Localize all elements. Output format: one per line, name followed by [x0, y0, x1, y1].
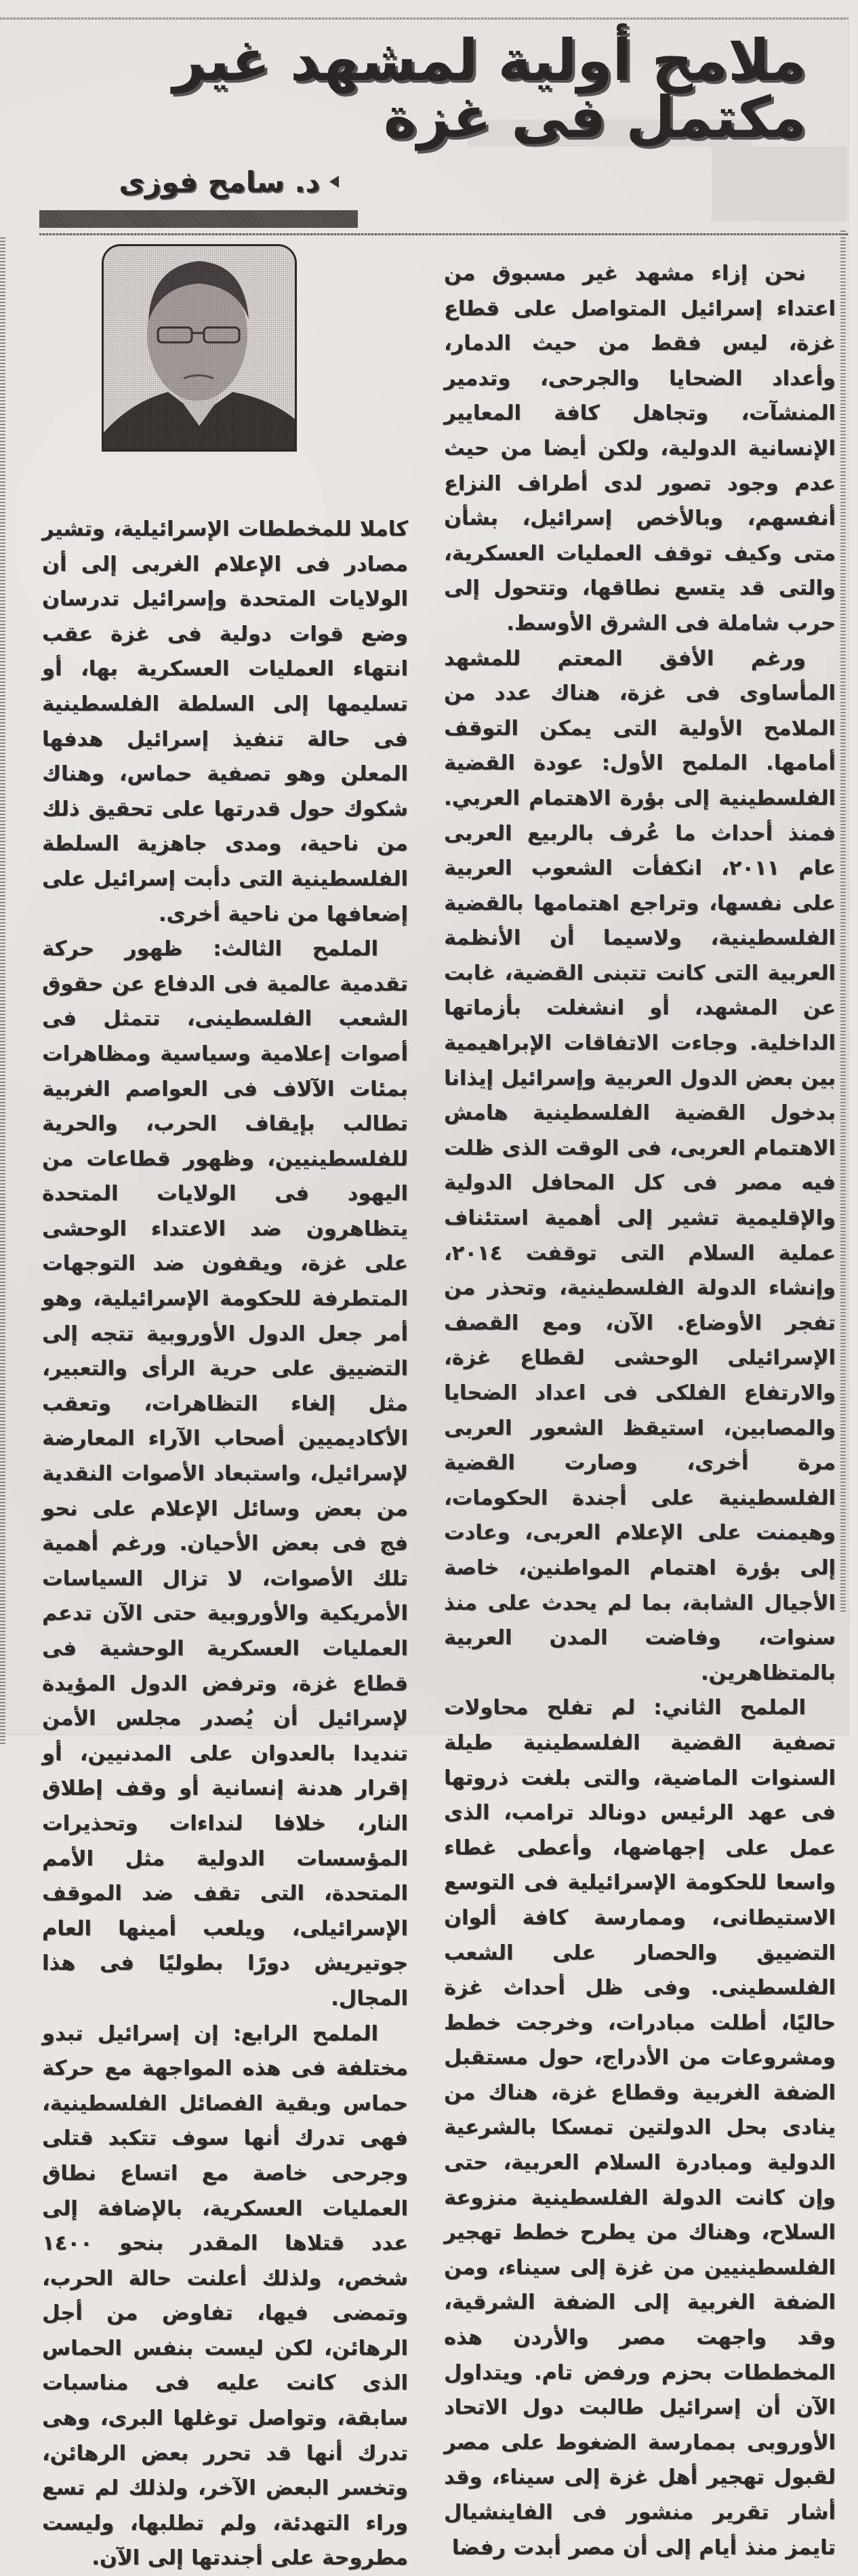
paragraph: ورغم الأفق المعتم للمشهد المأساوى فى غزة، هناك عدد من الملامح الأولية التى يمكن التوقف أمامها. الملمح الأول: عودة القضية الفلسطينية إلى بؤرة الاهتمام العربي. فمنذ أحداث ما عُرف بالربيع العربى عام ٢٠١١، انكفأت الشعوب العربية على نفسها، وتراجع اهتمامها بالقضية الفلسطينية، ولاسيما أن الأنظمة العربية التى كانت تتبنى القضية، غابت عن المشهد، أو انشغلت بأزماتها الداخلية. وجاءت الاتفاقات الإبراهيمية بين بعض الدول العربية وإسرائيل إيذانا بدخول القضية الفلسطينية هامش الاهتمام العربى، فى الوقت الذى ظلت فيه مصر فى كل المحافل الدولية والإقليمية تشير إلى أهمية استئناف عملية السلام التى توقفت ٢٠١٤، وإنشاء الدولة الفلسطينية، وتحذر من تفجر الأوضاع. الآن، ومع القصف الإسرائيلى الوحشى لقطاع غزة، والارتفاع الفلكى فى اعداد الضحايا والمصابين، استيقظ الشعور العربى مرة أخرى، وصارت القضية الفلسطينية على أجندة الحكومات، وهيمنت على الإعلام العربى، وعادت إلى بؤرة اهتمام المواطنين، خاصة الأجيال الشابة، بما لم يحدث على منذ سنوات، وفاضت المدن العربية بالمتظاهرين. — [443, 646, 836, 1685]
portrait-image — [104, 246, 295, 450]
headline: ملامح أولية لمشهد غير مكتمل فى غزة — [172, 27, 806, 151]
section-divider — [39, 233, 849, 235]
bleed-through-text — [712, 146, 847, 221]
top-border-rule — [0, 18, 849, 20]
author-name: د. سامح فوزى — [119, 165, 320, 199]
byline-bar — [39, 210, 358, 228]
paragraph: كاملا للمخططات الإسرائيلية، وتشير مصادر فى الإعلام الغربى إلى أن الولايات المتحدة وإسرائيل تدرسان وضع قوات دولية فى غزة عقب انتهاء العمليات العسكرية بها، أو تسليمها إلى السلطة الفلسطينية فى حالة تنفيذ إسرائيل هدفها المعلن وهو تصفية حماس، وهناك شكوك حول قدرتها على تحقيق ذلك من ناحية، ومدى جاهزية السلطة الفلسطينية التى دأبت إسرائيل على إضعافها من ناحية أخرى. — [42, 517, 408, 926]
triangle-pointer-icon — [329, 176, 339, 188]
article-column-left — [42, 512, 408, 2576]
byline — [41, 161, 339, 202]
author-photo — [102, 244, 297, 452]
left-column-rule — [0, 237, 5, 1744]
paragraph: الملمح الثاني: لم تفلح محاولات تصفية القضية الفلسطينية طيلة السنوات الماضية، والتى بلغت ذروتها فى عهد الرئيس دونالد ترامب، الذى عمل على إجهاضها، وأعطى غطاء واسعا للحكومة الإسرائيلية فى التوسع الاستيطانى، وممارسة كافة ألوان التضييق والحصار على الشعب الفلسطينى. وفى ظل أحداث غزة حاليًا، أطلت مبادرات، وخرجت خطط ومشروعات من الأدراج، حول مستقبل الضفة الغربية وقطاع غزة، هناك من ينادى بحل الدولتين تمسكا بالشرعية الدولية ومبادرة السلام العربية، حتى وإن كانت الدولة الفلسطينية منزوعة السلاح، وهناك من يطرح خطط تهجير الفلسطينيين من غزة إلى سيناء، ومن الضفة الغربية إلى الضفة الشرقية، وقد واجهت مصر والأردن هذه المخططات بحزم ورفض تام. ويتداول الآن أن إسرائيل طالبت دول الاتحاد الأوروبى بممارسة الضغوط على مصر لقبول تهجير أهل غزة إلى سيناء، وقد أشار تقرير منشور فى الفاينشيال تايمز منذ أيام إلى أن مصر أبدت رفضا — [444, 1696, 836, 2560]
paragraph: الملمح الثالث: ظهور حركة تقدمية عالمية فى الدفاع عن حقوق الشعب الفلسطينى، تتمثل فى أصوات إعلامية وسياسية ومظاهرات بمئات الآلاف فى العواصم الغربية تطالب بإيقاف الحرب، والحرية للفلسطينيين، وظهور قطاعات من اليهود فى الولايات المتحدة يتظاهرون ضد الاعتداء الوحشى على غزة، ويقفون ضد التوجهات المتطرفة للحكومة الإسرائيلية، وهو أمر جعل الدول الأوروبية تتجه إلى التضييق على حرية الرأى والتعبير، مثل إلغاء التظاهرات، وتعقب الأكاديميين أصحاب الآراء المعارضة لإسرائيل، واستبعاد الأصوات النقدية من بعض وسائل الإعلام على نحو فج فى بعض الأحيان. ورغم أهمية تلك الأصوات، لا تزال السياسات الأمريكية والأوروبية حتى الآن تدعم العمليات العسكرية الوحشية فى قطاع غزة، وترفض الدول المؤيدة لإسرائيل أن يُصدر مجلس الأمن تنديدا بالعدوان على المدنيين، أو إقرار هدنة إنسانية أو وقف إطلاق النار، خلافا لنداءات وتحذيرات المؤسسات الدولية مثل الأمم المتحدة، التى تقف ضد الموقف الإسرائيلى، ويلعب أمينها العام جوتيريش دورًا بطوليًا فى هذا المجال. — [42, 937, 408, 2010]
paragraph: الملمح الرابع: إن إسرائيل تبدو مختلفة فى هذه المواجهة مع حركة حماس وبقية الفصائل الفلسطينية، فهى تدرك أنها سوف تتكبد قتلى وجرحى خاصة مع اتساع نطاق العمليات العسكرية، بالإضافة إلى عدد قتلاها المقدر بنحو ١٤٠٠ شخص، ولذلك أعلنت حالة الحرب، وتمضى فيها، تفاوض من أجل الرهائن، لكن ليست بنفس الحماس الذى كانت عليه فى مناسبات سابقة، وتواصل توغلها البرى، وهى تدرك أنها قد تحرر بعض الرهائن، وتخسر البعض الآخر، ولذلك لم تسع وراء التهدئة، ولم تطلبها، وليست مطروحة على أجندتها إلى الآن. — [42, 2021, 408, 2571]
article-column-right — [444, 256, 836, 2565]
paragraph: نحن إزاء مشهد غير مسبوق من اعتداء إسرائيل المتواصل على قطاع غزة، ليس فقط من حيث الدمار، وأعداد الضحايا والجرحى، وتدمير المنشآت، وتجاهل كافة المعايير الإنسانية الدولية، ولكن أيضا من حيث عدم وجود تصور لدى أطراف النزاع أنفسهم، وبالأخص إسرائيل، بشأن متى وكيف توقف العمليات العسكرية، والتى قد يتسع نطاقها، وتتحول إلى حرب شاملة فى الشرق الأوسط. — [444, 262, 836, 635]
right-column-rule — [840, 231, 846, 1614]
